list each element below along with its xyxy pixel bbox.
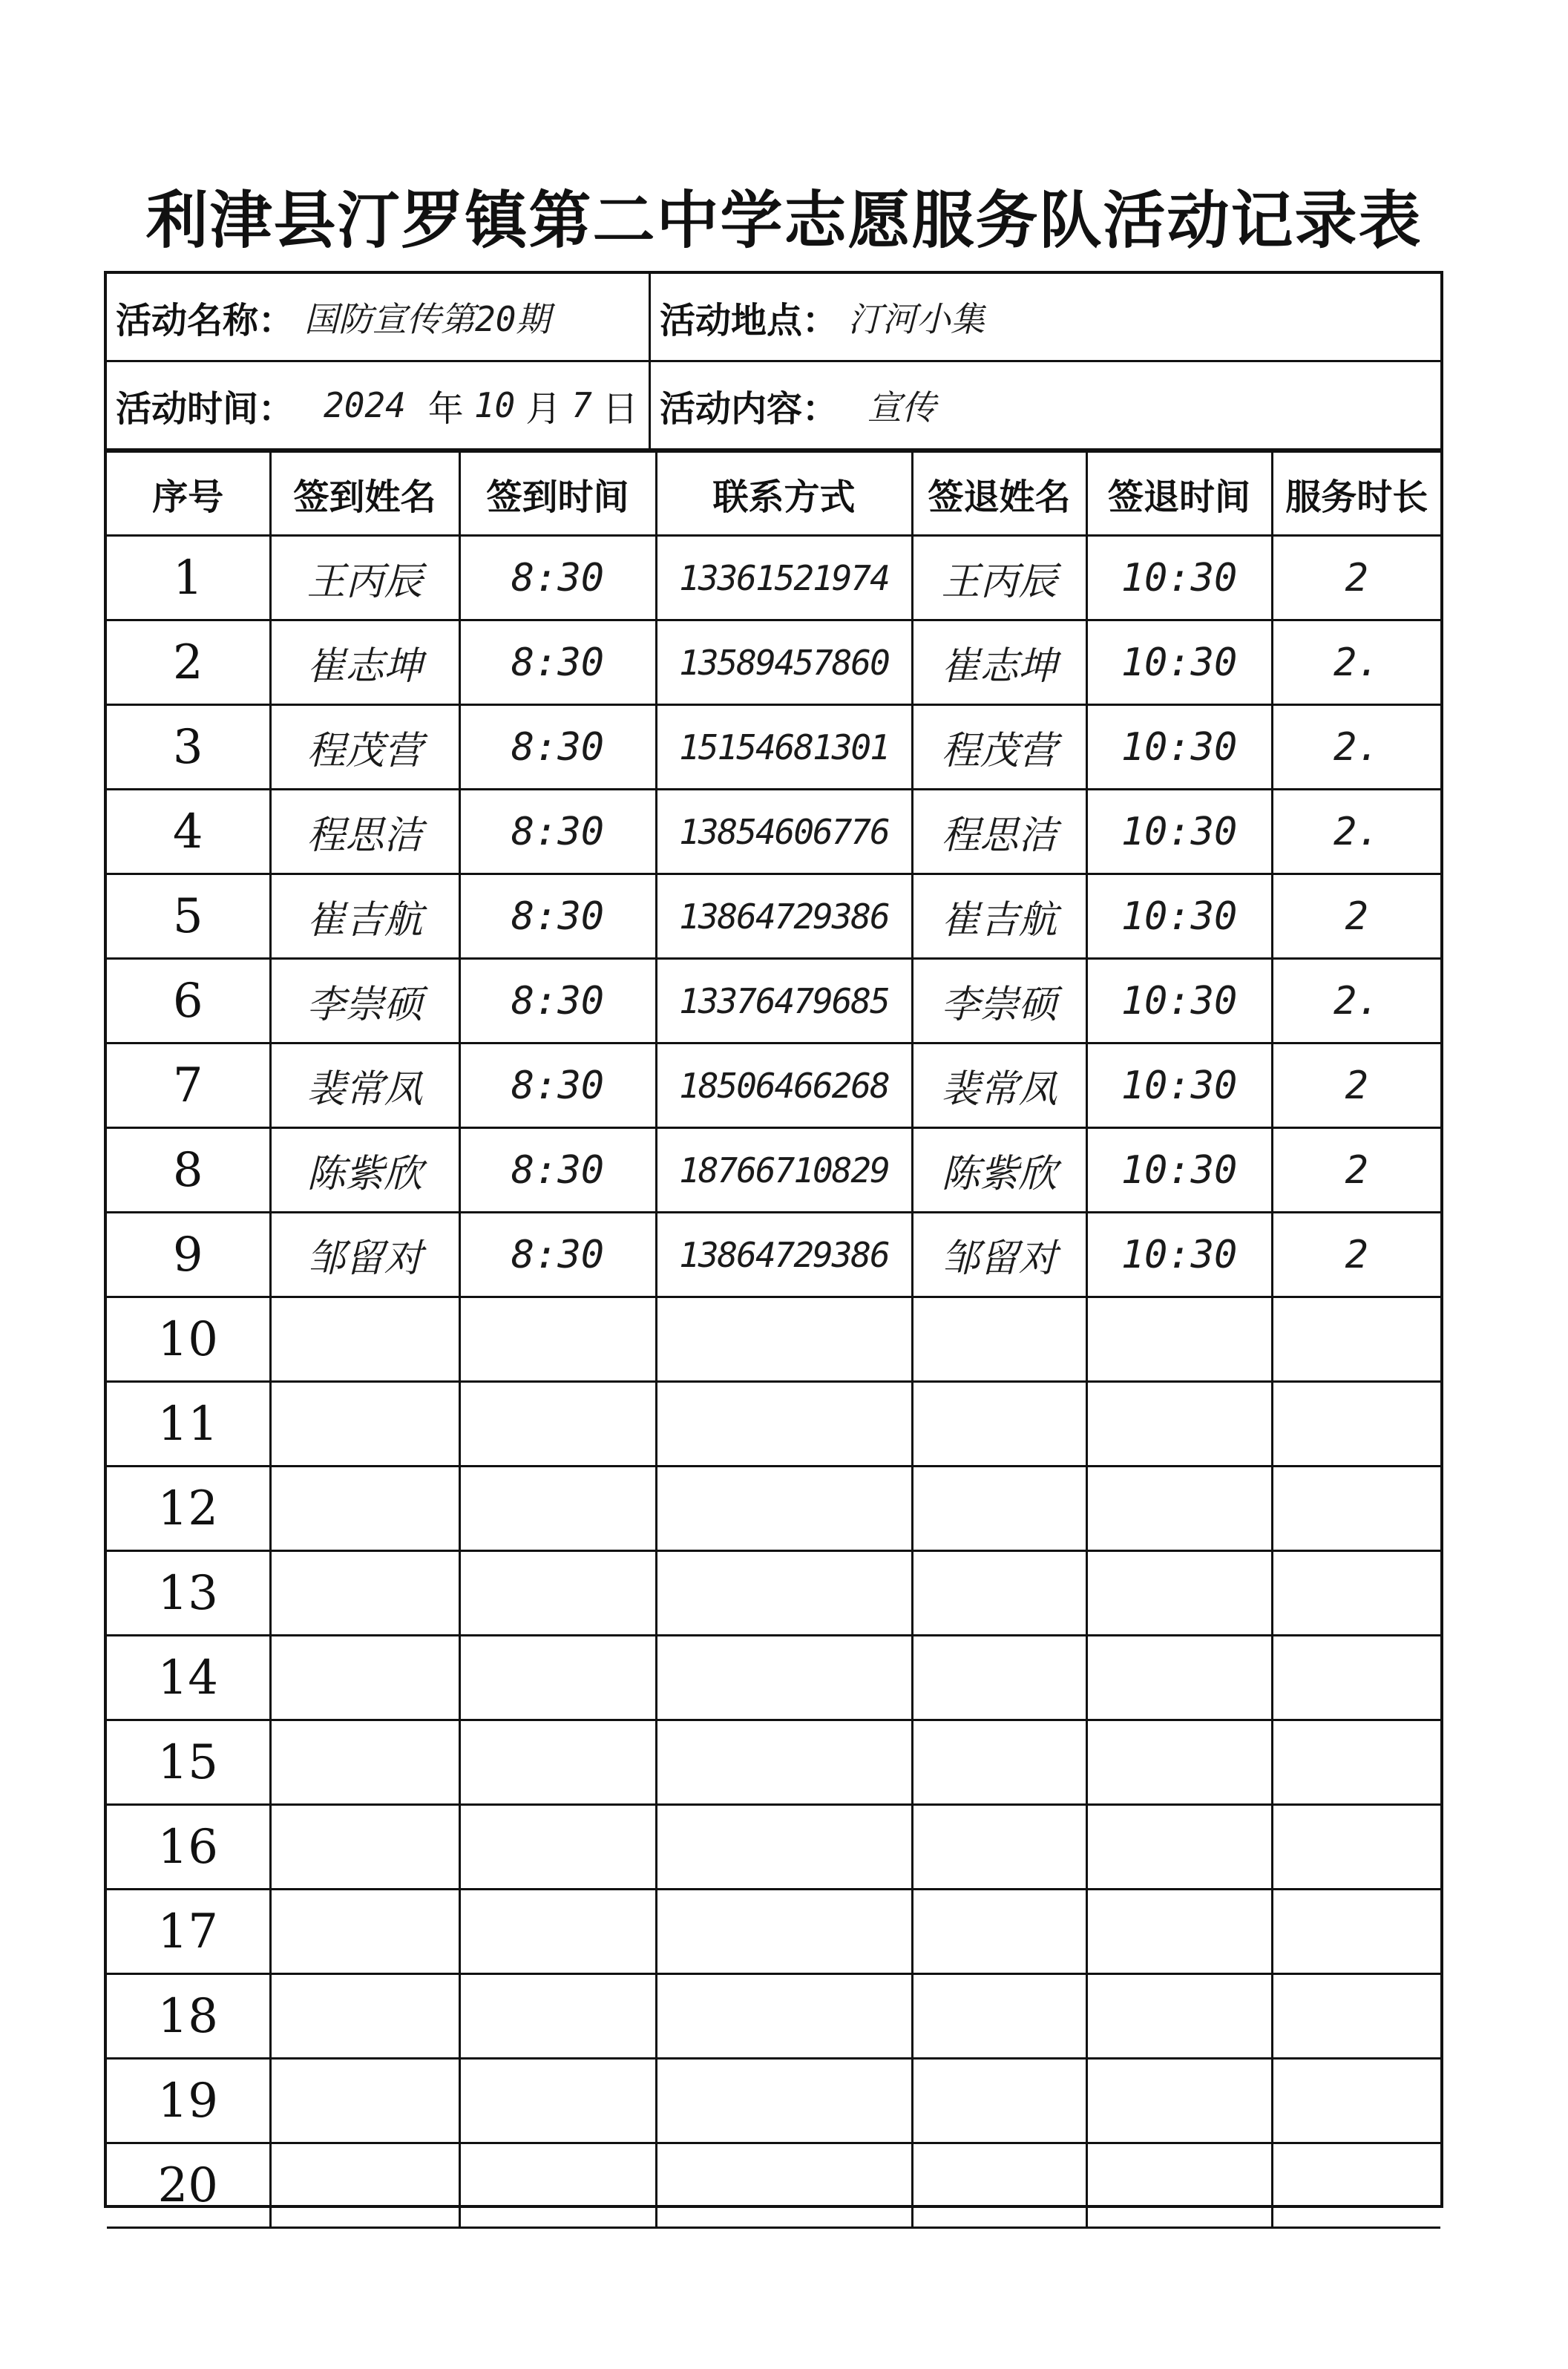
- signout-time-cell: [1086, 1467, 1272, 1551]
- signout-name-cell: [912, 1467, 1086, 1551]
- service-hours-cell: [1272, 790, 1440, 874]
- service-hours-cell: [1272, 1213, 1440, 1297]
- signin-name: 李崇硕: [306, 983, 423, 1027]
- service-hours: 2.: [1333, 640, 1380, 685]
- contact-phone-cell: [656, 1636, 912, 1720]
- contact-phone-cell: [656, 1805, 912, 1890]
- signout-time: 10:30: [1121, 555, 1238, 600]
- service-hours-cell: [1272, 1128, 1440, 1213]
- row-index-cell: 1: [107, 536, 270, 620]
- header-signout-time: 签退时间: [1086, 452, 1272, 536]
- signin-name-cell: [270, 2143, 459, 2228]
- year-char: 年: [427, 387, 464, 430]
- signin-name-cell: [270, 1128, 459, 1213]
- signout-name-cell: [912, 1382, 1086, 1467]
- contact-phone-cell: [656, 1382, 912, 1467]
- activity-name-value: 国防宣传第20期: [304, 299, 551, 339]
- signout-time-cell: [1086, 620, 1272, 705]
- signin-name-cell: [270, 1043, 459, 1128]
- signout-name-cell: [912, 790, 1086, 874]
- signin-time-cell: [459, 536, 656, 620]
- row-index-cell: 9: [107, 1213, 270, 1297]
- signin-time-cell: [459, 1128, 656, 1213]
- service-hours-cell: [1272, 959, 1440, 1043]
- signout-name-cell: [912, 1551, 1086, 1636]
- activity-day-value: 7: [571, 385, 592, 425]
- service-hours-cell: [1272, 1043, 1440, 1128]
- signin-name-cell: [270, 1805, 459, 1890]
- table-row: [107, 620, 1440, 705]
- contact-phone-cell: [656, 1974, 912, 2059]
- service-hours: 2.: [1333, 978, 1380, 1023]
- contact-phone: 13361521974: [679, 557, 889, 598]
- signout-name-cell: [912, 959, 1086, 1043]
- signout-name: 崔志坤: [941, 644, 1057, 689]
- row-index-cell: 7: [107, 1043, 270, 1128]
- row-index-cell: 4: [107, 790, 270, 874]
- signin-time-cell: [459, 874, 656, 959]
- signin-time-cell: [459, 1297, 656, 1382]
- table-row: [107, 1720, 1440, 1805]
- signin-time: 8:30: [511, 809, 605, 854]
- signout-time-cell: [1086, 536, 1272, 620]
- activity-content-label: 活动内容：: [660, 387, 839, 430]
- row-index-cell: 14: [107, 1636, 270, 1720]
- signout-name-cell: [912, 2059, 1086, 2143]
- row-index-cell: 10: [107, 1297, 270, 1382]
- service-hours-cell: [1272, 1636, 1440, 1720]
- signin-time-cell: [459, 1636, 656, 1720]
- record-form: [104, 271, 1443, 2213]
- form-title: 利津县汀罗镇第二中学志愿服务队活动记录表: [145, 183, 1423, 257]
- table-row: [107, 536, 1440, 620]
- signout-name-cell: [912, 1297, 1086, 1382]
- info-row-time-content: [107, 362, 1440, 450]
- service-hours-cell: [1272, 874, 1440, 959]
- service-hours-cell: [1272, 1890, 1440, 1974]
- info-row-name-place: [107, 274, 1440, 362]
- signin-time-cell: [459, 1974, 656, 2059]
- contact-phone-cell: [656, 705, 912, 790]
- signin-name: 邹留对: [306, 1236, 423, 1281]
- contact-phone-cell: [656, 2059, 912, 2143]
- table-row: [107, 874, 1440, 959]
- signin-time: 8:30: [511, 1147, 605, 1193]
- contact-phone-cell: [656, 874, 912, 959]
- signout-time: 10:30: [1121, 978, 1238, 1023]
- activity-name-label: 活动名称：: [116, 299, 295, 341]
- signout-time-cell: [1086, 1720, 1272, 1805]
- contact-phone-cell: [656, 959, 912, 1043]
- signout-time: 10:30: [1121, 724, 1238, 770]
- row-index-cell: 17: [107, 1890, 270, 1974]
- signout-time: 10:30: [1121, 1232, 1238, 1277]
- row-index-cell: 19: [107, 2059, 270, 2143]
- row-index-cell: 20: [107, 2143, 270, 2228]
- signin-time-cell: [459, 2059, 656, 2143]
- contact-phone-cell: [656, 1890, 912, 1974]
- service-hours: 2: [1345, 894, 1368, 939]
- signin-name-cell: [270, 1213, 459, 1297]
- row-index-cell: 12: [107, 1467, 270, 1551]
- signout-name-cell: [912, 705, 1086, 790]
- header-signin-time: 签到时间: [459, 452, 656, 536]
- activity-place-label: 活动地点：: [660, 299, 839, 341]
- signin-name: 崔吉航: [306, 898, 423, 943]
- signout-time-cell: [1086, 2143, 1272, 2228]
- signin-time-cell: [459, 1213, 656, 1297]
- row-index-cell: 8: [107, 1128, 270, 1213]
- signout-time-cell: [1086, 1890, 1272, 1974]
- signin-time: 8:30: [511, 1063, 605, 1108]
- signout-name-cell: [912, 620, 1086, 705]
- signout-time: 10:30: [1121, 1063, 1238, 1108]
- signout-time: 10:30: [1121, 894, 1238, 939]
- signin-time: 8:30: [511, 978, 605, 1023]
- signout-time-cell: [1086, 1805, 1272, 1890]
- service-hours: 2: [1345, 1147, 1368, 1193]
- row-index-cell: 5: [107, 874, 270, 959]
- contact-phone-cell: [656, 1213, 912, 1297]
- signin-time-cell: [459, 705, 656, 790]
- table-row: [107, 705, 1440, 790]
- table-row: [107, 959, 1440, 1043]
- table-row: [107, 1382, 1440, 1467]
- signin-time-cell: [459, 2143, 656, 2228]
- table-row: [107, 1636, 1440, 1720]
- signin-name-cell: [270, 1636, 459, 1720]
- signin-time: 8:30: [511, 555, 605, 600]
- signin-name: 程茂营: [306, 729, 423, 773]
- signout-time-cell: [1086, 1974, 1272, 2059]
- service-hours-cell: [1272, 536, 1440, 620]
- service-hours-cell: [1272, 1974, 1440, 2059]
- signout-name-cell: [912, 1128, 1086, 1213]
- signin-time: 8:30: [511, 724, 605, 770]
- table-row: [107, 790, 1440, 874]
- row-index-cell: 18: [107, 1974, 270, 2059]
- signout-name-cell: [912, 2143, 1086, 2228]
- signout-time: 10:30: [1121, 809, 1238, 854]
- signin-name-cell: [270, 1720, 459, 1805]
- service-hours-cell: [1272, 1720, 1440, 1805]
- contact-phone-cell: [656, 1297, 912, 1382]
- signin-time-cell: [459, 1043, 656, 1128]
- contact-phone-cell: [656, 1128, 912, 1213]
- table-row: [107, 1297, 1440, 1382]
- contact-phone-cell: [656, 1551, 912, 1636]
- header-contact: 联系方式: [656, 452, 912, 536]
- signin-name-cell: [270, 959, 459, 1043]
- signin-name-cell: [270, 790, 459, 874]
- signout-time-cell: [1086, 1382, 1272, 1467]
- signout-name: 李崇硕: [941, 983, 1057, 1027]
- signout-time-cell: [1086, 874, 1272, 959]
- activity-place-value: 汀河小集: [848, 299, 985, 339]
- signin-name-cell: [270, 1467, 459, 1551]
- service-hours: 2.: [1333, 809, 1380, 854]
- service-hours-cell: [1272, 2059, 1440, 2143]
- contact-phone: 13864729386: [679, 896, 889, 937]
- signin-name-cell: [270, 1890, 459, 1974]
- service-hours-cell: [1272, 2143, 1440, 2228]
- table-row: [107, 1043, 1440, 1128]
- service-hours: 2: [1345, 555, 1368, 600]
- signout-name-cell: [912, 1974, 1086, 2059]
- activity-time-label: 活动时间：: [116, 387, 295, 430]
- signin-name-cell: [270, 536, 459, 620]
- signout-name-cell: [912, 536, 1086, 620]
- signout-time-cell: [1086, 1128, 1272, 1213]
- header-service-hours: 服务时长: [1272, 452, 1440, 536]
- table-row: [107, 2143, 1440, 2228]
- attendance-table: [107, 450, 1440, 2229]
- signin-time-cell: [459, 1551, 656, 1636]
- header-signout-name: 签退姓名: [912, 452, 1086, 536]
- day-char: 日: [602, 387, 638, 430]
- signin-time-cell: [459, 620, 656, 705]
- signout-name-cell: [912, 1890, 1086, 1974]
- signout-name: 王丙辰: [941, 560, 1057, 604]
- signin-time-cell: [459, 1805, 656, 1890]
- signin-time: 8:30: [511, 1232, 605, 1277]
- table-row: [107, 2059, 1440, 2143]
- table-row: [107, 1467, 1440, 1551]
- signin-name-cell: [270, 705, 459, 790]
- signin-time-cell: [459, 1890, 656, 1974]
- signout-time-cell: [1086, 1043, 1272, 1128]
- contact-phone: 18766710829: [679, 1150, 889, 1190]
- signin-name-cell: [270, 620, 459, 705]
- signin-time-cell: [459, 790, 656, 874]
- signin-name-cell: [270, 1551, 459, 1636]
- signout-name: 邹留对: [941, 1236, 1057, 1281]
- signout-time-cell: [1086, 1213, 1272, 1297]
- service-hours: 2.: [1333, 724, 1380, 770]
- signout-time: 10:30: [1121, 1147, 1238, 1193]
- signout-name: 崔吉航: [941, 898, 1057, 943]
- signin-time-cell: [459, 959, 656, 1043]
- signout-name-cell: [912, 1636, 1086, 1720]
- contact-phone-cell: [656, 1720, 912, 1805]
- contact-phone: 13589457860: [679, 642, 889, 683]
- signout-name-cell: [912, 1213, 1086, 1297]
- activity-month-value: 10: [473, 385, 516, 425]
- signout-name-cell: [912, 1720, 1086, 1805]
- contact-phone-cell: [656, 1467, 912, 1551]
- signout-time-cell: [1086, 2059, 1272, 2143]
- signout-time: 10:30: [1121, 640, 1238, 685]
- signin-time-cell: [459, 1382, 656, 1467]
- signin-time-cell: [459, 1720, 656, 1805]
- signin-name: 崔志坤: [306, 644, 423, 689]
- signin-name: 陈紫欣: [306, 1152, 423, 1196]
- signin-name: 王丙辰: [306, 560, 423, 604]
- table-row: [107, 1890, 1440, 1974]
- contact-phone-cell: [656, 1043, 912, 1128]
- service-hours-cell: [1272, 1467, 1440, 1551]
- activity-year-value: 2024: [324, 385, 406, 425]
- signout-name: 程思洁: [941, 813, 1057, 858]
- row-index-cell: 13: [107, 1551, 270, 1636]
- activity-content-value: 宣传: [867, 387, 936, 427]
- signout-name-cell: [912, 1043, 1086, 1128]
- contact-phone: 13376479685: [679, 980, 889, 1021]
- signin-name-cell: [270, 1297, 459, 1382]
- signin-name-cell: [270, 2059, 459, 2143]
- service-hours-cell: [1272, 1551, 1440, 1636]
- signout-time-cell: [1086, 790, 1272, 874]
- signin-time: 8:30: [511, 640, 605, 685]
- contact-phone: 13854606776: [679, 811, 889, 852]
- service-hours: 2: [1345, 1063, 1368, 1108]
- signin-name: 裴常凤: [306, 1067, 423, 1112]
- signout-time-cell: [1086, 1551, 1272, 1636]
- row-index-cell: 16: [107, 1805, 270, 1890]
- service-hours-cell: [1272, 705, 1440, 790]
- header-signin-name: 签到姓名: [270, 452, 459, 536]
- signin-name: 程思洁: [306, 813, 423, 858]
- contact-phone-cell: [656, 620, 912, 705]
- signout-name: 程茂营: [941, 729, 1057, 773]
- signout-time-cell: [1086, 1636, 1272, 1720]
- contact-phone: 18506466268: [679, 1065, 889, 1106]
- signout-name-cell: [912, 874, 1086, 959]
- table-header-row: [107, 452, 1440, 536]
- signout-name-cell: [912, 1805, 1086, 1890]
- signin-name-cell: [270, 1382, 459, 1467]
- row-index-cell: 2: [107, 620, 270, 705]
- contact-phone: 15154681301: [679, 727, 889, 767]
- row-index-cell: 3: [107, 705, 270, 790]
- signout-time-cell: [1086, 705, 1272, 790]
- signout-name: 陈紫欣: [941, 1152, 1057, 1196]
- service-hours-cell: [1272, 1297, 1440, 1382]
- header-index: 序号: [107, 452, 270, 536]
- activity-name-cell: [107, 274, 649, 360]
- service-hours-cell: [1272, 620, 1440, 705]
- service-hours-cell: [1272, 1382, 1440, 1467]
- signin-time: 8:30: [511, 894, 605, 939]
- month-char: 月: [525, 387, 562, 430]
- table-row: [107, 1213, 1440, 1297]
- table-row: [107, 1805, 1440, 1890]
- table-row: [107, 1551, 1440, 1636]
- signout-time-cell: [1086, 959, 1272, 1043]
- row-index-cell: 11: [107, 1382, 270, 1467]
- contact-phone-cell: [656, 536, 912, 620]
- activity-content-cell: [651, 362, 1443, 448]
- signin-name-cell: [270, 1974, 459, 2059]
- activity-place-cell: [651, 274, 1443, 360]
- contact-phone-cell: [656, 790, 912, 874]
- signout-time-cell: [1086, 1297, 1272, 1382]
- contact-phone: 13864729386: [679, 1234, 889, 1275]
- service-hours: 2: [1345, 1232, 1368, 1277]
- contact-phone-cell: [656, 2143, 912, 2228]
- row-index-cell: 6: [107, 959, 270, 1043]
- activity-time-cell: [107, 362, 649, 448]
- row-index-cell: 15: [107, 1720, 270, 1805]
- signin-time-cell: [459, 1467, 656, 1551]
- signin-name-cell: [270, 874, 459, 959]
- signout-name: 裴常凤: [941, 1067, 1057, 1112]
- table-row: [107, 1974, 1440, 2059]
- service-hours-cell: [1272, 1805, 1440, 1890]
- table-row: [107, 1128, 1440, 1213]
